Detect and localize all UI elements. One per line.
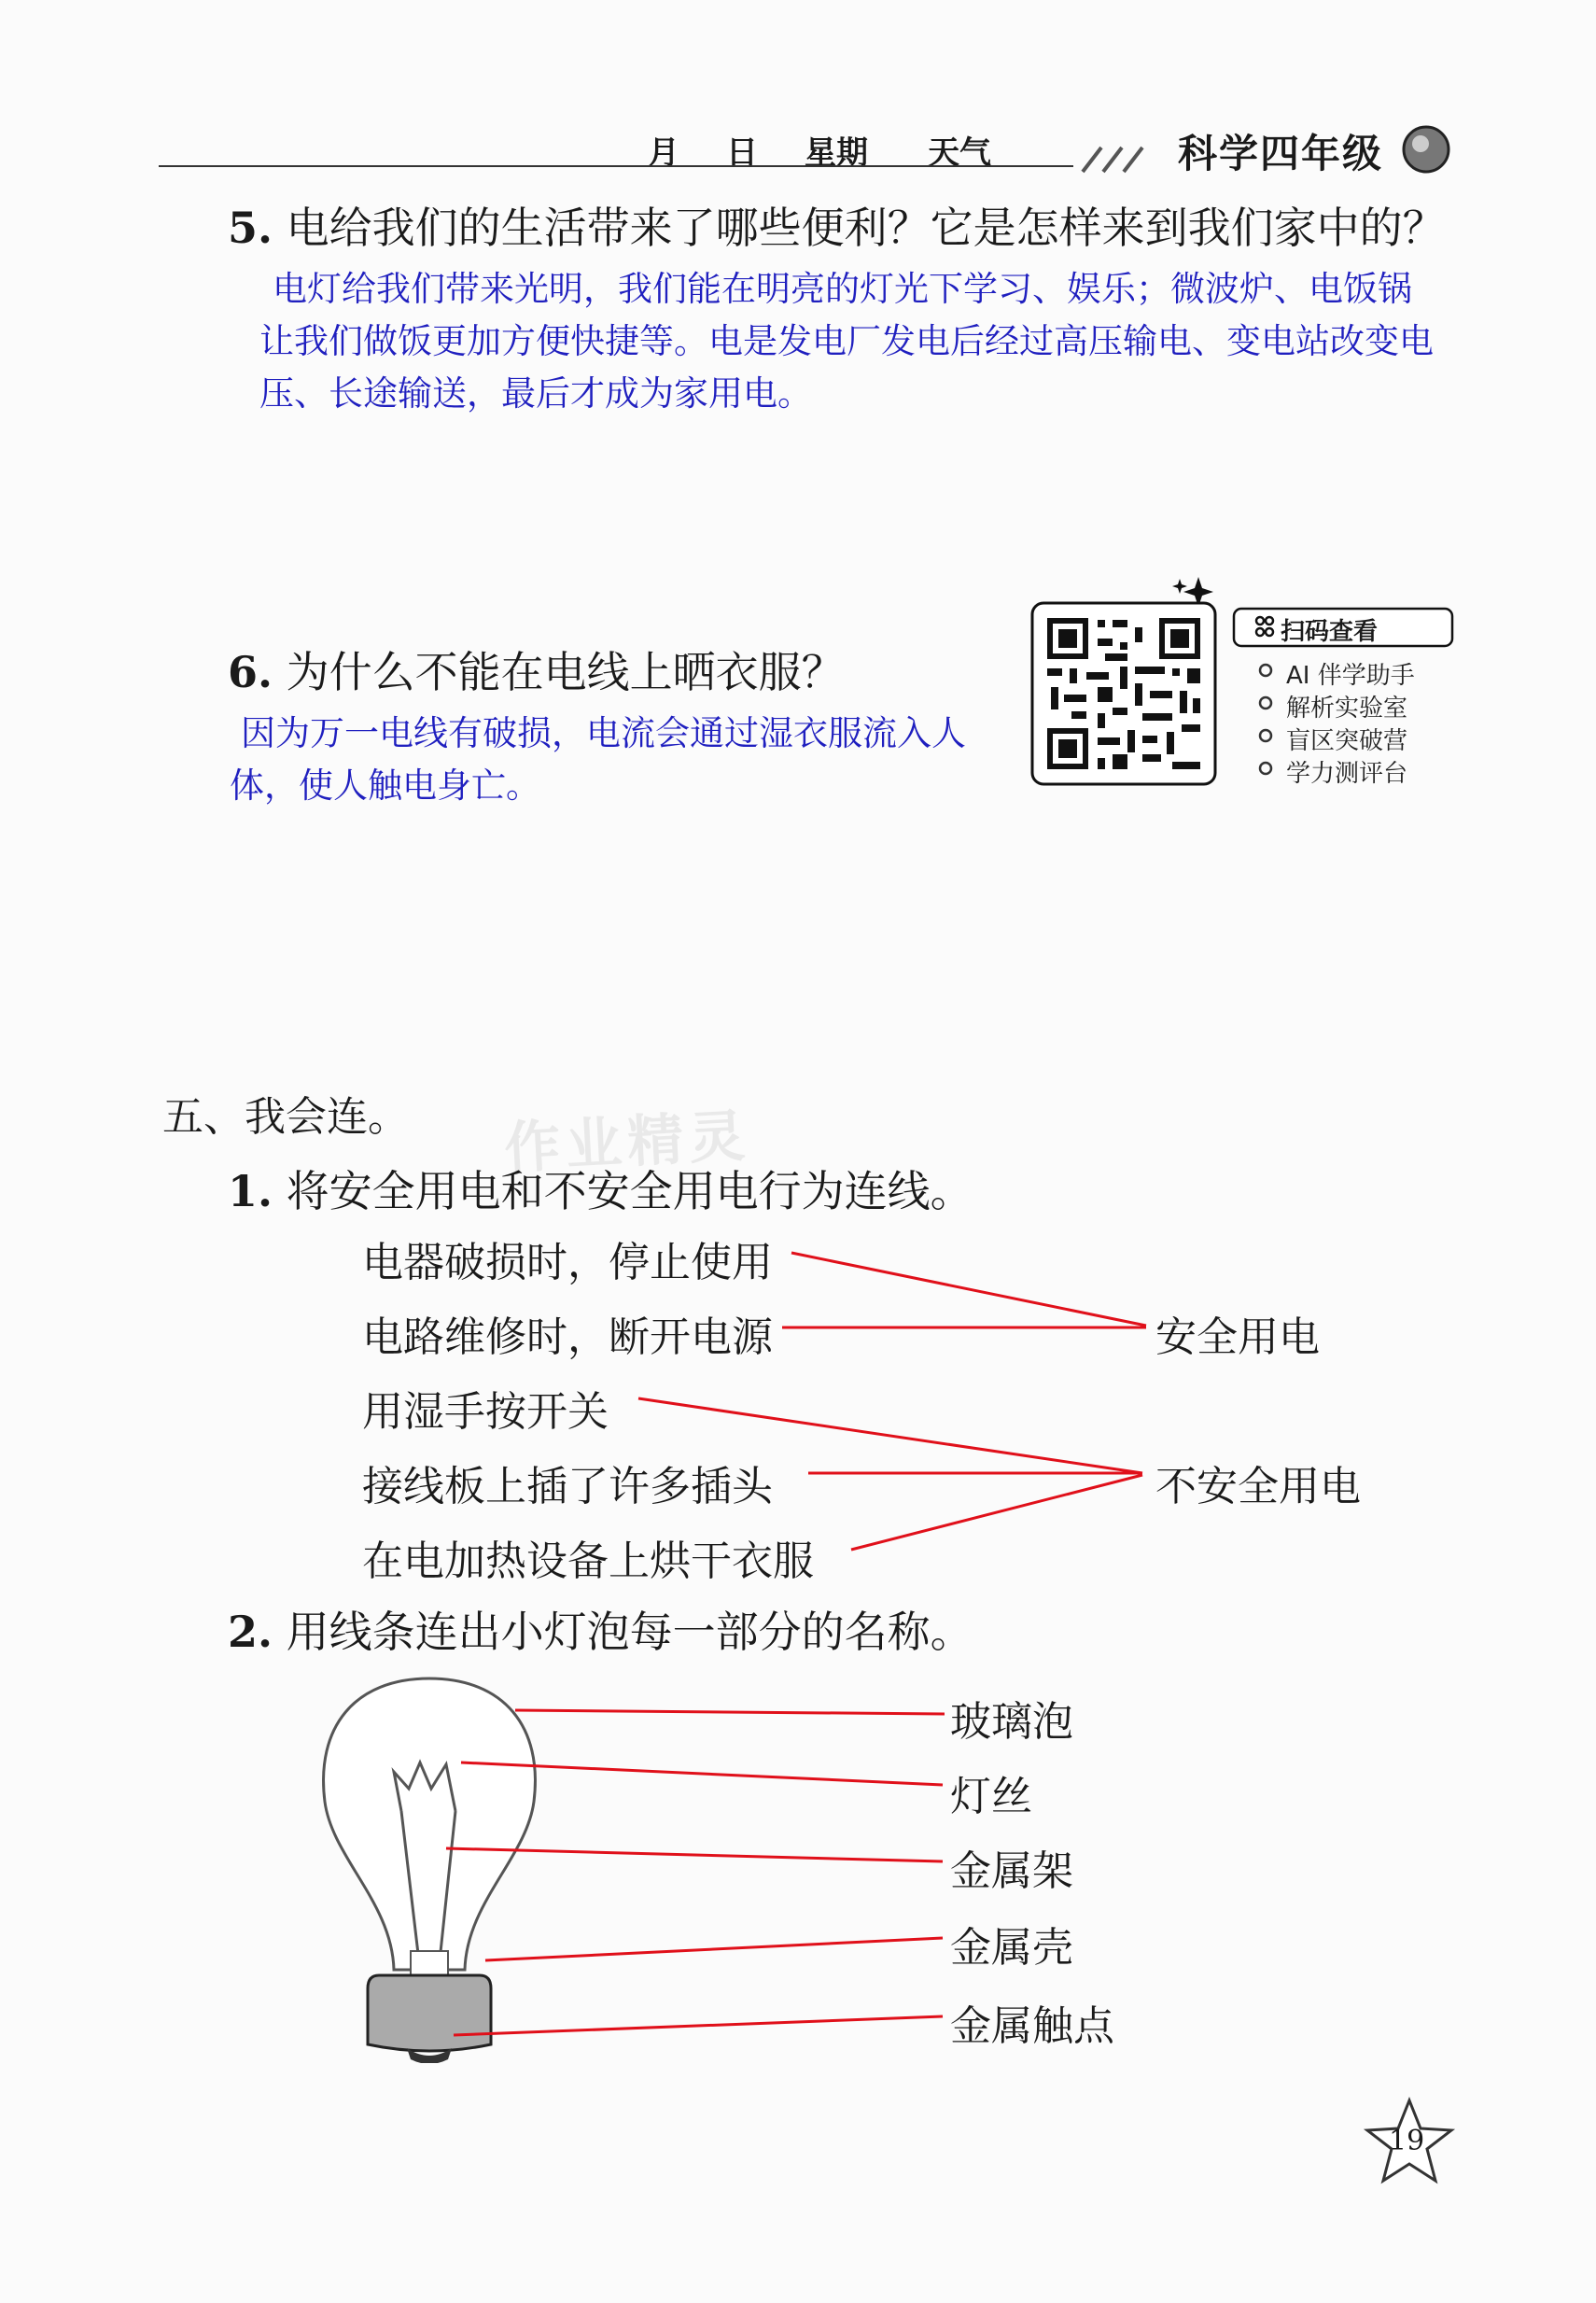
s5-q1-text: 将安全用电和不安全用电行为连线。: [286, 1166, 973, 1216]
qr-item-blindspot[interactable]: 盲区突破营: [1286, 727, 1408, 755]
bulb-label-shell[interactable]: 金属壳: [950, 1924, 1073, 1972]
q5-answer: 电灯给我们带来光明，我们能在明亮的灯光下学习、娱乐；微波炉、电饭锅让我们做饭更加方便快捷等。电是发电厂发电后经过高压输电、变电站改变电压、长途输送，最后才成为家用电。: [259, 269, 1434, 414]
header-month: 月: [648, 134, 679, 172]
right-item-safe[interactable]: 安全用电: [1155, 1313, 1320, 1361]
subject-title: 科学四年级: [1178, 131, 1384, 176]
s5-q1-number: 1.: [228, 1166, 273, 1216]
header-weekday: 星期: [805, 134, 868, 172]
lightbulb-illustration: [308, 1671, 551, 2063]
bulb-label-frame[interactable]: 金属架: [950, 1847, 1073, 1895]
right-item-unsafe[interactable]: 不安全用电: [1155, 1463, 1361, 1510]
line-left5-unsafe: [851, 1475, 1142, 1550]
q6-answer: 因为万一电线有破损，电流会通过湿衣服流入人体，使人触电身亡。: [230, 713, 966, 806]
qr-item-assessment[interactable]: 学力测评台: [1286, 760, 1408, 788]
left-item-2[interactable]: 电路维修时，断开电源: [362, 1313, 773, 1361]
qr-title: 扫码查看: [1281, 618, 1379, 646]
line-shell: [485, 1938, 943, 1960]
s5-q1-question: [228, 1158, 973, 1219]
line-left1-safe: [791, 1253, 1146, 1326]
left-item-1[interactable]: 电器破损时，停止使用: [362, 1239, 773, 1286]
qr-item-ai[interactable]: AI 伴学助手: [1286, 662, 1415, 690]
q5-number: 5.: [228, 203, 273, 253]
q5-text: 电给我们的生活带来了哪些便利？它是怎样来到我们家中的？: [286, 203, 1446, 253]
s5-q2-number: 2.: [228, 1607, 273, 1657]
header-weather: 天气: [928, 134, 991, 172]
section5-title: 五、我会连。: [162, 1093, 409, 1141]
bulb-label-contact[interactable]: 金属触点: [950, 2002, 1114, 2050]
line-glass: [515, 1710, 945, 1714]
page-number: 19: [1389, 2125, 1425, 2157]
left-item-3[interactable]: 用湿手按开关: [362, 1388, 609, 1436]
qr-item-analysis[interactable]: 解析实验室: [1286, 695, 1408, 723]
q6-question: [228, 639, 845, 700]
s5-q2-text: 用线条连出小灯泡每一部分的名称。: [286, 1607, 973, 1657]
bulb-label-glass[interactable]: 玻璃泡: [950, 1698, 1073, 1746]
left-item-4[interactable]: 接线板上插了许多插头: [362, 1463, 773, 1510]
s5-q2-question: [228, 1598, 973, 1660]
left-item-5[interactable]: 在电加热设备上烘干衣服: [362, 1538, 814, 1585]
bulb-label-filament[interactable]: 灯丝: [950, 1773, 1032, 1820]
q6-text: 为什么不能在电线上晒衣服？: [286, 647, 845, 697]
watermark: 作业精灵: [502, 1103, 752, 1182]
qr-bullets: [1256, 659, 1277, 790]
q6-number: 6.: [228, 647, 273, 697]
subject-badge-icon: [1400, 123, 1452, 176]
header-day: 日: [726, 134, 758, 172]
q5-question: [228, 194, 1446, 256]
qr-code-icon[interactable]: [1030, 573, 1217, 786]
